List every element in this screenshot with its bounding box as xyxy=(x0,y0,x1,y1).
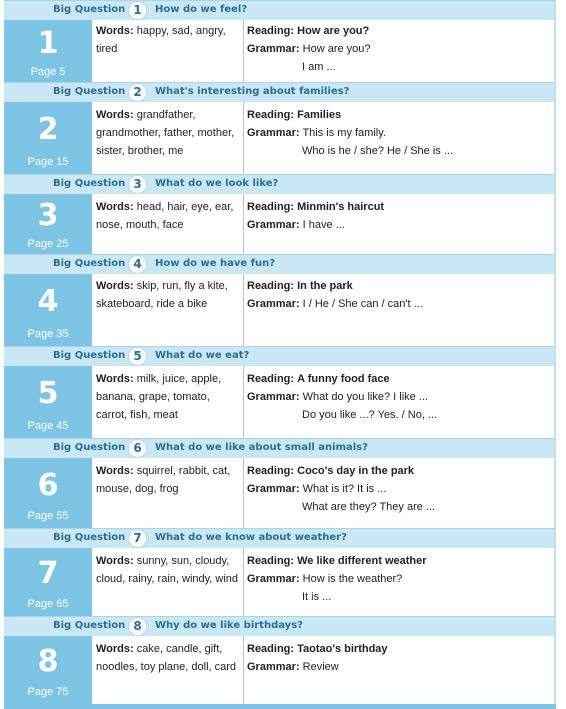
grammar-label: Grammar: xyxy=(247,661,300,673)
grammar-label: Grammar: xyxy=(247,43,300,55)
grammar-line: What is it? It is ... xyxy=(302,483,387,495)
grammar-line: What are they? They are ... xyxy=(302,501,436,513)
grammar-line: How are you? xyxy=(302,43,371,55)
column-divider xyxy=(243,20,244,82)
reading-title: Coco's day in the park xyxy=(297,465,415,477)
big-question-label: Big Question xyxy=(53,532,126,543)
reading-grammar-cell xyxy=(247,106,547,160)
big-question-label: Big Question xyxy=(53,178,126,189)
grammar-line: It is ... xyxy=(302,591,332,603)
grammar-line: I have ... xyxy=(302,219,345,231)
page-number: Page 15 xyxy=(27,156,69,168)
question-number-badge: 8 xyxy=(128,617,147,636)
unit-5 xyxy=(4,346,554,438)
reading-grammar-cell xyxy=(247,640,547,676)
big-question-bar xyxy=(4,174,554,194)
words-label: Words: xyxy=(96,643,134,655)
unit-number-box xyxy=(4,194,92,254)
grammar-line: How is the weather? xyxy=(302,573,403,585)
page-number: Page 45 xyxy=(27,420,69,432)
unit-4 xyxy=(4,254,554,346)
big-question-text: Why do we like birthdays? xyxy=(155,620,303,631)
question-number-badge: 6 xyxy=(128,439,147,458)
unit-number: 6 xyxy=(37,468,59,503)
big-question-text: What's interesting about families? xyxy=(155,86,350,97)
page-number: Page 25 xyxy=(27,238,69,250)
big-question-bar xyxy=(4,254,554,274)
reading-label: Reading: xyxy=(247,465,295,477)
grammar-line: What do you like? I like ... xyxy=(302,391,428,403)
words-cell xyxy=(96,277,242,313)
big-question-text: What do we know about weather? xyxy=(155,532,347,543)
words-list: cake, candle, gift, noodles, toy plane, doll, card xyxy=(96,643,237,673)
grammar-line: Do you like ...? Yes. / No, ... xyxy=(302,409,438,421)
reading-label: Reading: xyxy=(247,643,295,655)
reading-grammar-cell xyxy=(247,22,547,76)
reading-grammar-cell xyxy=(247,277,547,313)
unit-8 xyxy=(4,616,554,704)
unit-number-box xyxy=(4,548,92,616)
reading-label: Reading: xyxy=(247,109,295,121)
column-divider xyxy=(243,548,244,616)
reading-label: Reading: xyxy=(247,373,295,385)
big-question-text: What do we like about small animals? xyxy=(155,442,368,453)
unit-6 xyxy=(4,438,554,528)
big-question-bar xyxy=(4,528,554,548)
words-label: Words: xyxy=(96,465,134,477)
reading-label: Reading: xyxy=(247,280,295,292)
big-question-bar xyxy=(4,616,554,636)
big-question-label: Big Question xyxy=(53,4,126,15)
grammar-line: I / He / She can / can't ... xyxy=(302,298,423,310)
unit-7 xyxy=(4,528,554,616)
right-border xyxy=(554,0,556,709)
page-number: Page 5 xyxy=(30,66,66,78)
contents-table xyxy=(4,0,554,709)
big-question-bar xyxy=(4,82,554,102)
unit-number: 7 xyxy=(37,556,59,591)
reading-title: A funny food face xyxy=(297,373,390,385)
question-number-badge: 1 xyxy=(128,1,147,20)
words-label: Words: xyxy=(96,25,134,37)
words-cell xyxy=(96,462,242,498)
big-question-bar xyxy=(4,438,554,458)
question-number-badge: 7 xyxy=(128,529,147,548)
unit-1 xyxy=(4,0,554,82)
bottom-border xyxy=(4,704,556,709)
words-list: grandfather, grandmother, father, mother, sister, brother, me xyxy=(96,109,235,157)
big-question-text: How do we have fun? xyxy=(155,258,276,269)
reading-grammar-cell xyxy=(247,552,547,606)
grammar-line: Review xyxy=(302,661,339,673)
big-question-text: What do we look like? xyxy=(155,178,279,189)
reading-label: Reading: xyxy=(247,201,295,213)
words-list: happy, sad, angry, tired xyxy=(96,25,226,55)
grammar-line: I am ... xyxy=(302,61,336,73)
unit-number: 4 xyxy=(37,284,59,319)
grammar-label: Grammar: xyxy=(247,219,300,231)
big-question-text: What do we eat? xyxy=(155,350,250,361)
unit-number-box xyxy=(4,458,92,528)
unit-number-box xyxy=(4,636,92,704)
unit-number: 3 xyxy=(37,198,59,233)
grammar-label: Grammar: xyxy=(247,483,300,495)
unit-number-box xyxy=(4,20,92,82)
grammar-label: Grammar: xyxy=(247,573,300,585)
reading-title: How are you? xyxy=(297,25,370,37)
question-number-badge: 5 xyxy=(128,347,147,366)
unit-2 xyxy=(4,82,554,174)
column-divider xyxy=(243,366,244,438)
reading-title: In the park xyxy=(297,280,353,292)
page-number: Page 65 xyxy=(27,598,69,610)
reading-title: We like different weather xyxy=(297,555,427,567)
reading-grammar-cell xyxy=(247,462,547,516)
column-divider xyxy=(243,636,244,704)
question-number-badge: 2 xyxy=(128,83,147,102)
unit-number: 1 xyxy=(37,26,59,61)
big-question-bar xyxy=(4,0,554,20)
reading-title: Minmin's haircut xyxy=(297,201,385,213)
words-list: milk, juice, apple, banana, grape, tomato, carrot, fish, meat xyxy=(96,373,222,421)
grammar-label: Grammar: xyxy=(247,298,300,310)
page-number: Page 55 xyxy=(27,510,69,522)
question-number-badge: 4 xyxy=(128,255,147,274)
reading-label: Reading: xyxy=(247,555,295,567)
column-divider xyxy=(243,194,244,254)
words-list: sunny, sun, cloudy, cloud, rainy, rain, windy, wind xyxy=(96,555,239,585)
reading-title: Families xyxy=(297,109,342,121)
question-number-badge: 3 xyxy=(128,175,147,194)
words-label: Words: xyxy=(96,373,134,385)
unit-number-box xyxy=(4,366,92,438)
big-question-label: Big Question xyxy=(53,350,126,361)
words-list: squirrel, rabbit, cat, mouse, dog, frog xyxy=(96,465,231,495)
grammar-label: Grammar: xyxy=(247,391,300,403)
reading-grammar-cell xyxy=(247,198,547,234)
reading-label: Reading: xyxy=(247,25,295,37)
words-list: skip, run, fly a kite, skateboard, ride a bike xyxy=(96,280,228,310)
words-cell xyxy=(96,198,242,234)
unit-number-box xyxy=(4,102,92,174)
big-question-label: Big Question xyxy=(53,620,126,631)
big-question-bar xyxy=(4,346,554,366)
page-number: Page 35 xyxy=(27,328,69,340)
words-cell xyxy=(96,552,242,588)
big-question-text: How do we feel? xyxy=(155,4,248,15)
unit-number: 5 xyxy=(37,376,59,411)
unit-number: 8 xyxy=(37,644,59,679)
unit-3 xyxy=(4,174,554,254)
reading-grammar-cell xyxy=(247,370,547,424)
words-label: Words: xyxy=(96,555,134,567)
words-cell xyxy=(96,370,242,424)
big-question-label: Big Question xyxy=(53,86,126,97)
column-divider xyxy=(243,274,244,346)
unit-number-box xyxy=(4,274,92,346)
grammar-line: This is my family. xyxy=(302,127,386,139)
big-question-label: Big Question xyxy=(53,258,126,269)
words-label: Words: xyxy=(96,109,134,121)
column-divider xyxy=(243,102,244,174)
words-label: Words: xyxy=(96,201,134,213)
big-question-label: Big Question xyxy=(53,442,126,453)
words-cell xyxy=(96,640,242,676)
reading-title: Taotao's birthday xyxy=(297,643,388,655)
unit-number: 2 xyxy=(37,112,59,147)
grammar-label: Grammar: xyxy=(247,127,300,139)
grammar-line: Who is he / she? He / She is ... xyxy=(302,145,454,157)
words-cell xyxy=(96,22,242,58)
words-cell xyxy=(96,106,242,160)
words-label: Words: xyxy=(96,280,134,292)
column-divider xyxy=(243,458,244,528)
page-number: Page 75 xyxy=(27,686,69,698)
words-list: head, hair, eye, ear, nose, mouth, face xyxy=(96,201,234,231)
